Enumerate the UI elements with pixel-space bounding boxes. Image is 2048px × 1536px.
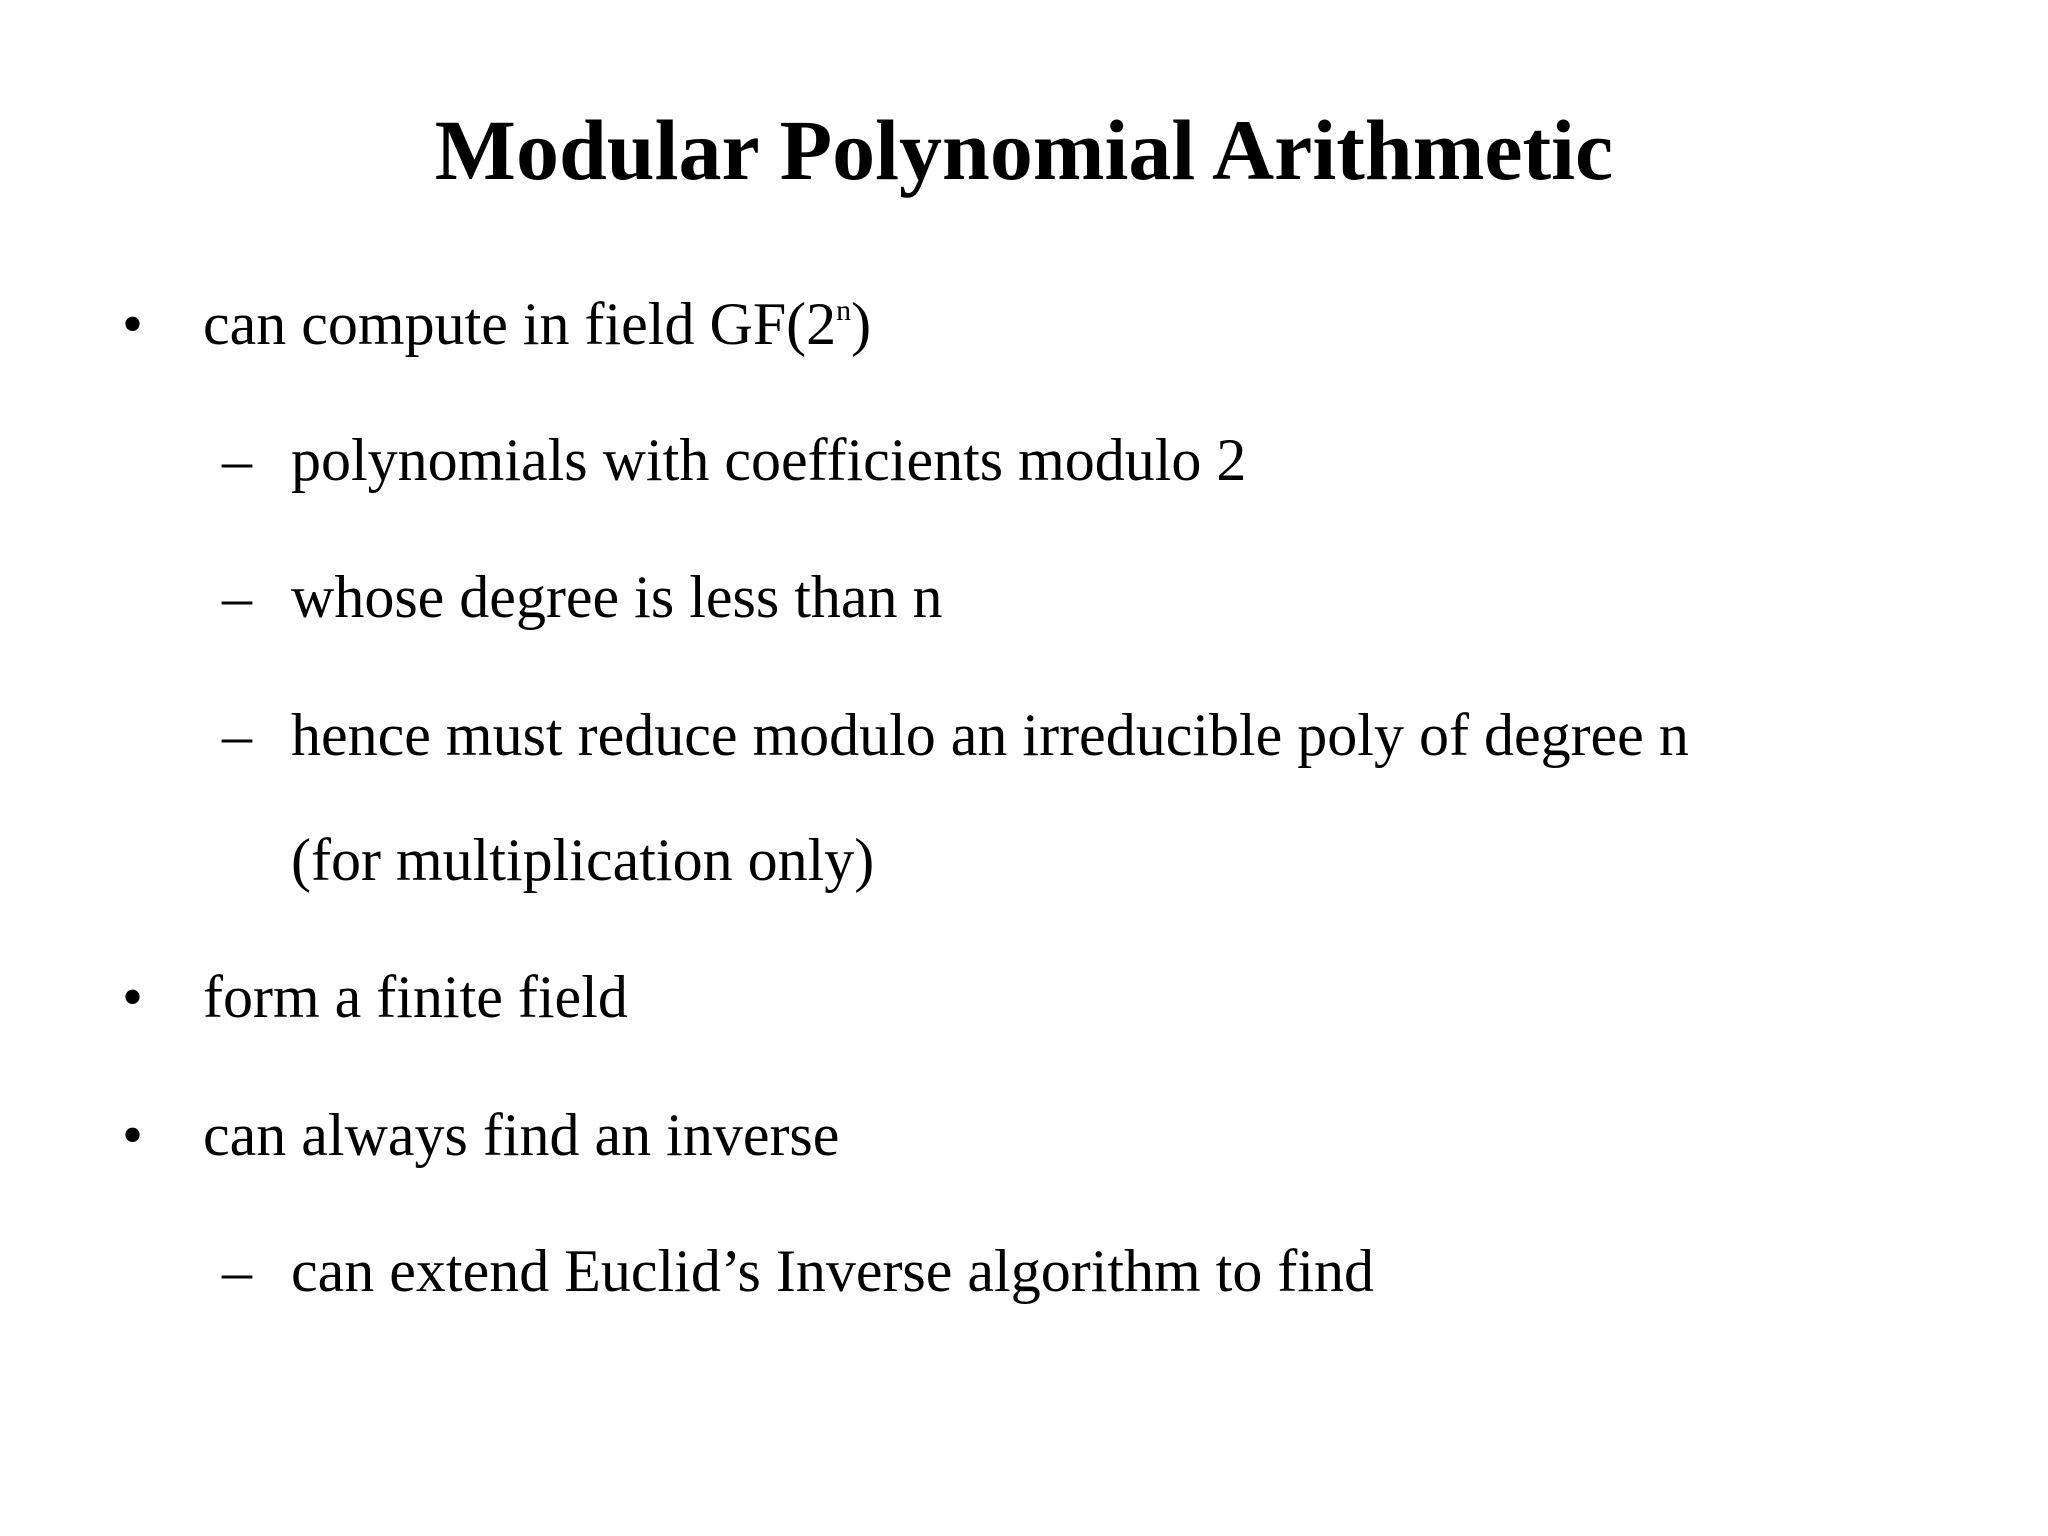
slide-title: Modular Polynomial Arithmetic (434, 102, 1614, 198)
dash-marker: – (222, 1238, 252, 1304)
bullet-3: can always find an inverse (203, 1102, 840, 1168)
bullet-marker: • (122, 1102, 144, 1168)
bullet-marker: • (122, 291, 144, 357)
dash-marker: – (222, 702, 252, 768)
bullet-1-superscript: n (836, 294, 852, 327)
bullet-1 (203, 289, 871, 359)
bullet-2: form a finite field (203, 964, 628, 1030)
dash-marker: – (222, 564, 252, 630)
sub-bullet-1-2: whose degree is less than n (291, 564, 943, 630)
bullet-1-closing: ) (851, 291, 872, 357)
sub-bullet-1-1: polynomials with coefficients modulo 2 (291, 427, 1247, 493)
sub-bullet-3-1: can extend Euclid’s Inverse algorithm to find (291, 1238, 1375, 1304)
sub-bullet-1-3-continued: (for multiplication only) (291, 827, 875, 893)
bullet-1-text: can compute in field GF(2 (203, 291, 837, 357)
dash-marker: – (222, 427, 252, 493)
sub-bullet-1-3: hence must reduce modulo an irreducible poly of degree n (291, 702, 1689, 768)
bullet-marker: • (122, 964, 144, 1030)
